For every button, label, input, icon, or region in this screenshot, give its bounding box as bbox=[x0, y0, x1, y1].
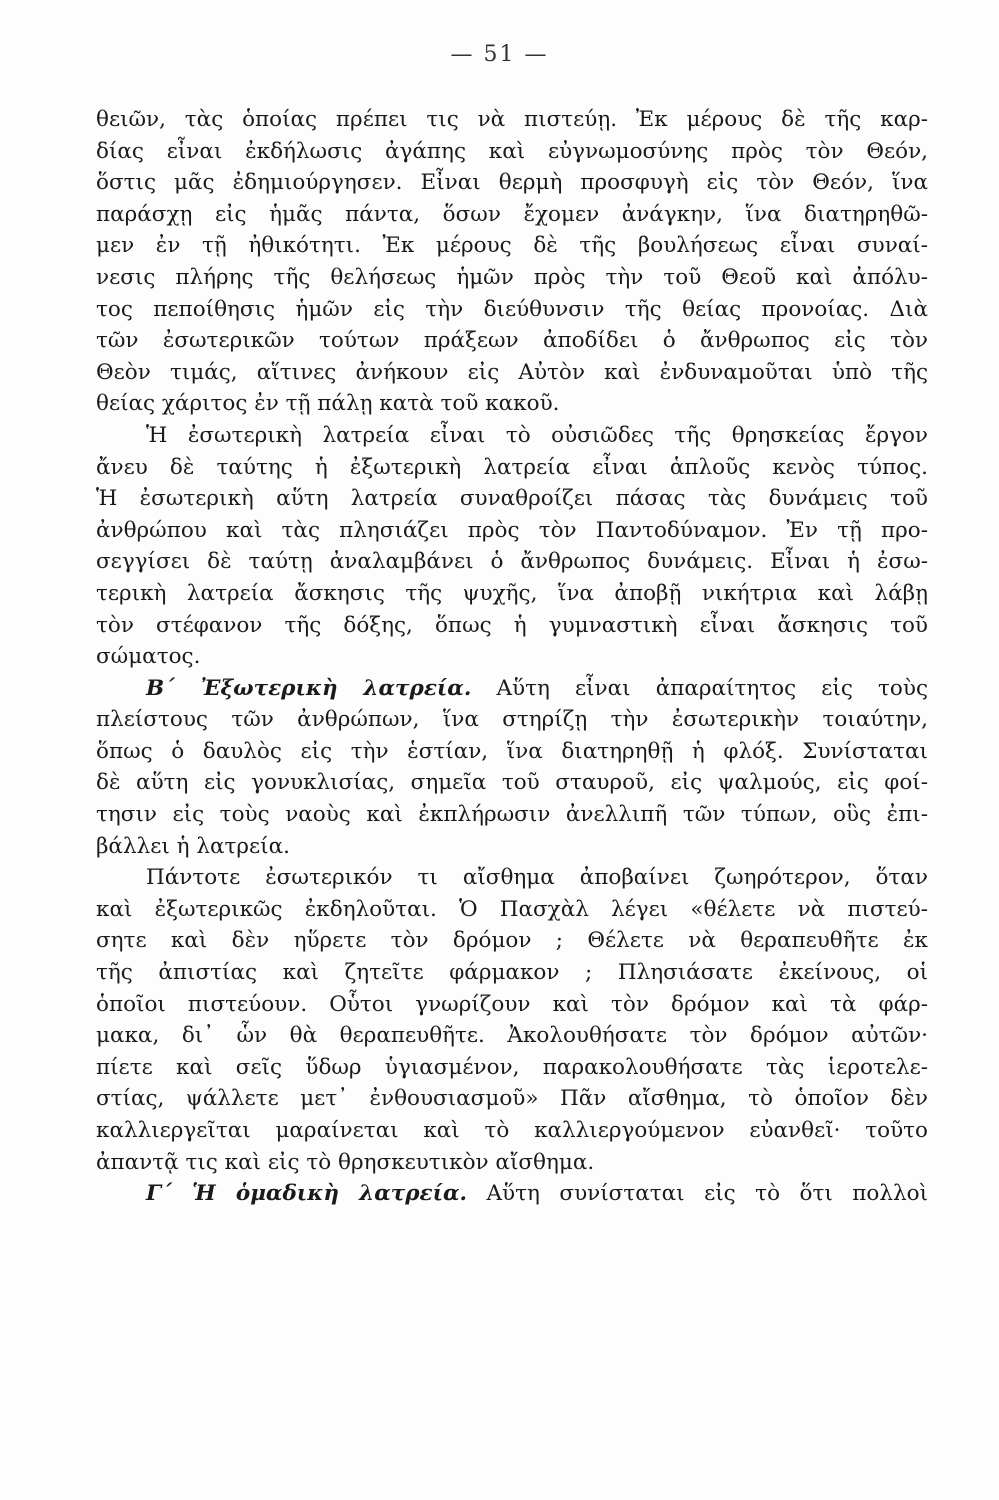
text-line bbox=[96, 452, 928, 484]
text-line bbox=[96, 894, 928, 926]
line-text: τερικὴ λατρεία ἄσκησις τῆς ψυχῆς, ἵνα ἀποβῇ νικήτρια καὶ λάβῃ bbox=[96, 580, 928, 606]
text-line bbox=[96, 420, 928, 452]
text-line bbox=[96, 1178, 928, 1210]
text-line bbox=[96, 388, 928, 420]
line-text: νεσις πλήρης τῆς θελήσεως ἡμῶν πρὸς τὴν τοῦ Θεοῦ καὶ ἀπόλυ- bbox=[96, 264, 928, 290]
text-line bbox=[96, 357, 928, 389]
line-text: ἀπαντᾷ τις καὶ εἰς τὸ θρησκευτικὸν αἴσθημα. bbox=[96, 1149, 595, 1175]
line-text: μακα, δι᾽ ὧν θὰ θεραπευθῆτε. Ἀκολουθήσατε τὸν δρόμον αὐτῶν· bbox=[96, 1023, 928, 1049]
text-line bbox=[96, 673, 928, 705]
text-line bbox=[96, 1083, 928, 1115]
line-text: ὅπως ὁ δαυλὸς εἰς τὴν ἑστίαν, ἵνα διατηρηθῇ ἡ φλόξ. Συνίσταται bbox=[96, 738, 928, 764]
page-body-text bbox=[96, 104, 928, 1210]
line-text: θειῶν, τὰς ὁποίας πρέπει τις νὰ πιστεύῃ. Ἐκ μέρους δὲ τῆς καρ- bbox=[96, 107, 928, 132]
line-text: Θεὸν τιμάς, αἵτινες ἀνήκουν εἰς Αὐτὸν καὶ ἐνδυναμοῦται ὑπὸ τῆς bbox=[96, 359, 928, 385]
section-heading: Β΄ Ἐξωτερικὴ λατρεία. bbox=[146, 675, 472, 701]
line-text: σεγγίσει δὲ ταύτῃ ἀναλαμβάνει ὁ ἄνθρωπος δυνάμεις. Εἶναι ἡ ἐσω- bbox=[96, 549, 928, 575]
text-line bbox=[96, 957, 928, 989]
text-line bbox=[96, 546, 928, 578]
section-heading: Γ΄ Ἡ ὁμαδικὴ λατρεία. bbox=[146, 1181, 468, 1207]
line-text: δὲ αὕτη εἰς γονυκλισίας, σημεῖα τοῦ σταυροῦ, εἰς ψαλμούς, εἰς φοί- bbox=[96, 770, 928, 796]
text-line bbox=[96, 799, 928, 831]
text-line bbox=[96, 483, 928, 515]
text-line bbox=[96, 862, 928, 894]
line-text: Ἡ ἐσωτερικὴ λατρεία εἶναι τὸ οὐσιῶδες τῆς θρησκείας ἔργον bbox=[146, 422, 928, 448]
text-line bbox=[96, 104, 928, 136]
line-text: τὸν στέφανον τῆς δόξης, ὅπως ἡ γυμναστικὴ εἶναι ἄσκησις τοῦ bbox=[96, 612, 928, 638]
text-line bbox=[96, 136, 928, 168]
text-line bbox=[96, 989, 928, 1021]
line-text: τῆς ἀπιστίας καὶ ζητεῖτε φάρμακον ; Πλησιάσατε ἐκείνους, οἱ bbox=[96, 960, 928, 986]
line-text: Αὕτη εἶναι ἀπαραίτητος εἰς τοὺς bbox=[471, 675, 928, 701]
line-text: τησιν εἰς τοὺς ναοὺς καὶ ἐκπλήρωσιν ἀνελλιπῆ τῶν τύπων, οὓς ἐπι- bbox=[96, 802, 928, 828]
text-line bbox=[96, 1052, 928, 1084]
line-text: Πάντοτε ἐσωτερικόν τι αἴσθημα ἀποβαίνει ζωηρότερον, ὅταν bbox=[146, 865, 928, 891]
text-line bbox=[96, 1020, 928, 1052]
text-line bbox=[96, 294, 928, 326]
text-line bbox=[96, 1147, 928, 1179]
text-line bbox=[96, 767, 928, 799]
line-text: μεν ἐν τῇ ἠθικότητι. Ἐκ μέρους δὲ τῆς βουλήσεως εἶναι συναί- bbox=[96, 233, 928, 259]
line-text: Ἡ ἐσωτερικὴ αὕτη λατρεία συναθροίζει πάσας τὰς δυνάμεις τοῦ bbox=[96, 486, 928, 512]
line-text: δίας εἶναι ἐκδήλωσις ἀγάπης καὶ εὐγνωμοσύνης πρὸς τὸν Θεόν, bbox=[96, 138, 928, 164]
line-text: θείας χάριτος ἐν τῇ πάλῃ κατὰ τοῦ κακοῦ. bbox=[96, 391, 560, 417]
text-line bbox=[96, 325, 928, 357]
text-line bbox=[96, 641, 928, 673]
text-line bbox=[96, 262, 928, 294]
line-text: καλλιεργεῖται μαραίνεται καὶ τὸ καλλιεργούμενον εὐανθεῖ· τοῦτο bbox=[96, 1118, 928, 1143]
line-text: σώματος. bbox=[96, 644, 201, 670]
line-text: πλείστους τῶν ἀνθρώπων, ἵνα στηρίζῃ τὴν ἐσωτερικὴν τοιαύτην, bbox=[96, 707, 928, 733]
text-line bbox=[96, 578, 928, 610]
line-text: βάλλει ἡ λατρεία. bbox=[96, 833, 290, 859]
line-text: ὁποῖοι πιστεύουν. Οὗτοι γνωρίζουν καὶ τὸν δρόμον καὶ τὰ φάρ- bbox=[96, 991, 928, 1017]
line-text: ὅστις μᾶς ἐδημιούργησεν. Εἶναι θερμὴ προσφυγὴ εἰς τὸν Θεόν, ἵνα bbox=[96, 170, 928, 196]
text-line bbox=[96, 704, 928, 736]
page-number: — 51 — bbox=[450, 42, 549, 67]
line-text: πίετε καὶ σεῖς ὕδωρ ὑγιασμένον, παρακολουθήσατε τὰς ἱεροτελε- bbox=[96, 1054, 928, 1080]
text-line bbox=[96, 736, 928, 768]
line-text: τος πεποίθησις ἡμῶν εἰς τὴν διεύθυνσιν τῆς θείας προνοίας. Διὰ bbox=[96, 296, 928, 322]
line-text: ἀνθρώπου καὶ τὰς πλησιάζει πρὸς τὸν Παντοδύναμον. Ἐν τῇ προ- bbox=[96, 517, 928, 543]
text-line bbox=[96, 610, 928, 642]
line-text: Αὕτη συνίσταται εἰς τὸ ὅτι πολλοὶ bbox=[467, 1181, 928, 1207]
text-line bbox=[96, 230, 928, 262]
line-text: σητε καὶ δὲν ηὕρετε τὸν δρόμον ; Θέλετε νὰ θεραπευθῆτε ἐκ bbox=[96, 928, 928, 954]
line-text: στίας, ψάλλετε μετ᾽ ἐνθουσιασμοῦ» Πᾶν αἴσθημα, τὸ ὁποῖον δὲν bbox=[96, 1086, 928, 1112]
line-text: τῶν ἐσωτερικῶν τούτων πράξεων ἀποδίδει ὁ ἄνθρωπος εἰς τὸν bbox=[96, 328, 928, 354]
line-text: ἄνευ δὲ ταύτης ἡ ἐξωτερικὴ λατρεία εἶναι ἁπλοῦς κενὸς τύπος. bbox=[96, 454, 928, 480]
line-text: παράσχῃ εἰς ἡμᾶς πάντα, ὅσων ἔχομεν ἀνάγκην, ἵνα διατηρηθῶ- bbox=[96, 201, 928, 227]
text-line bbox=[96, 199, 928, 231]
text-line bbox=[96, 167, 928, 199]
text-line bbox=[96, 515, 928, 547]
text-line bbox=[96, 831, 928, 863]
text-line bbox=[96, 1115, 928, 1147]
line-text: καὶ ἐξωτερικῶς ἐκδηλοῦται. Ὁ Πασχὰλ λέγει «θέλετε νὰ πιστεύ- bbox=[96, 896, 928, 922]
text-line bbox=[96, 925, 928, 957]
